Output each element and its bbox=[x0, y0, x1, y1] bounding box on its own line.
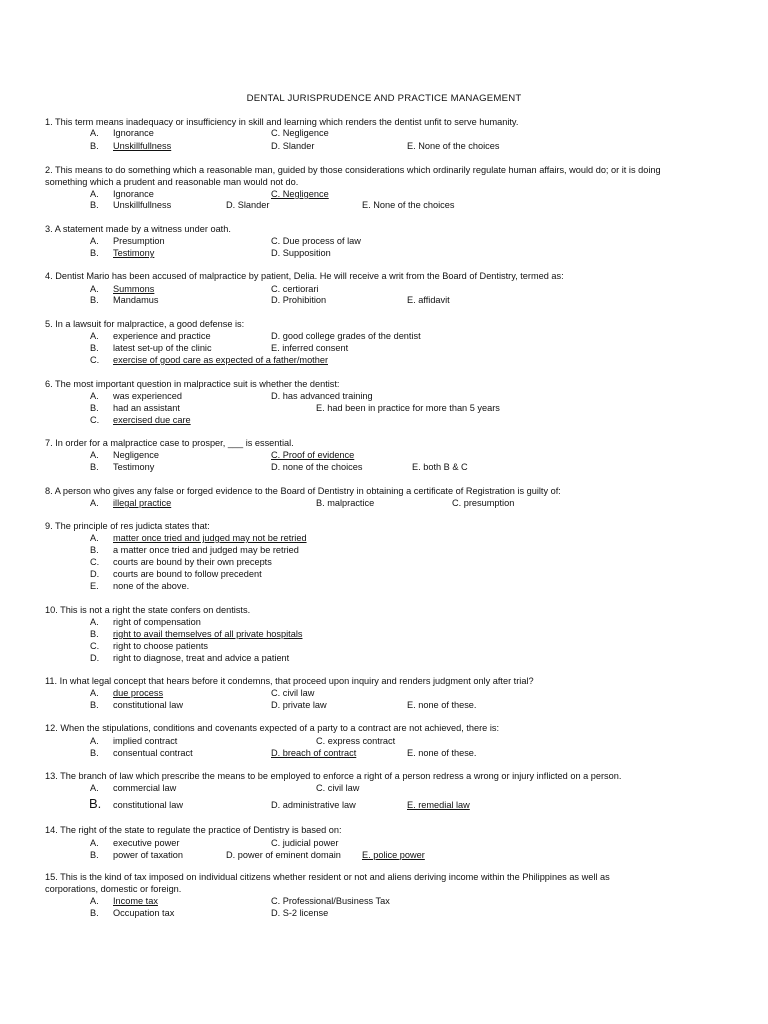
option-letter: B. bbox=[90, 629, 99, 639]
option-letter: A. bbox=[90, 617, 99, 627]
answer-option-underlined: exercise of good care as expected of a father/mother bbox=[113, 355, 329, 365]
answer-option: C. judicial power bbox=[271, 838, 339, 848]
option-letter: C. bbox=[90, 415, 100, 425]
question-stem: 13. The branch of law which prescribe the means to be employed to enforce a right of a person redress a wrong or injury inflicted on a person. bbox=[45, 771, 622, 781]
option-letter: A. bbox=[90, 391, 99, 401]
answer-option: implied contract bbox=[113, 736, 178, 746]
question-stem: 10. This is not a right the state confers on dentists. bbox=[45, 605, 251, 615]
answer-option: E. had been in practice for more than 5 years bbox=[316, 403, 500, 413]
answer-option: C. Due process of law bbox=[271, 236, 361, 246]
option-letter: A. bbox=[90, 736, 99, 746]
answer-option: C. Negligence bbox=[271, 128, 329, 138]
option-letter: A. bbox=[90, 498, 99, 508]
question-stem: 9. The principle of res judicta states that: bbox=[45, 521, 210, 531]
option-letter: A. bbox=[90, 896, 99, 906]
answer-option: Occupation tax bbox=[113, 908, 175, 918]
option-letter: B. bbox=[90, 850, 99, 860]
answer-option: D. S-2 license bbox=[271, 908, 329, 918]
option-letter: A. bbox=[90, 189, 99, 199]
answer-option: power of taxation bbox=[113, 850, 183, 860]
question-stem: corporations, domestic or foreign. bbox=[45, 884, 182, 894]
answer-option-underlined: Summons bbox=[113, 284, 155, 294]
question-stem: 4. Dentist Mario has been accused of malpractice by patient, Delia. He will receive a writ from the Board of Dentistry, termed as: bbox=[45, 271, 564, 281]
answer-option: E. none of these. bbox=[407, 700, 477, 710]
option-letter: B. bbox=[90, 403, 99, 413]
option-letter: B. bbox=[90, 545, 99, 555]
option-letter: A. bbox=[90, 838, 99, 848]
option-letter: B. bbox=[90, 700, 99, 710]
option-letter: A. bbox=[90, 128, 99, 138]
answer-option-underlined: illegal practice bbox=[113, 498, 172, 508]
answer-option: D. Prohibition bbox=[271, 295, 327, 305]
option-letter: B. bbox=[89, 796, 102, 811]
answer-option: D. has advanced training bbox=[271, 391, 373, 401]
option-letter: C. bbox=[90, 557, 100, 567]
answer-option: D. power of eminent domain bbox=[226, 850, 341, 860]
answer-option: Testimony bbox=[113, 462, 155, 472]
answer-option-underlined: E. police power bbox=[362, 850, 425, 860]
question-stem: 12. When the stipulations, conditions and covenants expected of a party to a contract are not achieved, there is: bbox=[45, 723, 500, 733]
answer-option: Presumption bbox=[113, 236, 165, 246]
option-letter: A. bbox=[90, 331, 99, 341]
answer-option: was experienced bbox=[113, 391, 182, 401]
question-stem: something which a prudent and reasonable man would not do. bbox=[45, 177, 299, 187]
answer-option-underlined: C. Negligence bbox=[271, 189, 329, 199]
option-letter: E. bbox=[90, 581, 99, 591]
answer-option: C. Professional/Business Tax bbox=[271, 896, 390, 906]
option-letter: B. bbox=[90, 462, 99, 472]
answer-option-underlined: D. breach of contract bbox=[271, 748, 357, 758]
answer-option: D. Supposition bbox=[271, 248, 331, 258]
option-letter: A. bbox=[90, 284, 99, 294]
question-stem: 14. The right of the state to regulate the practice of Dentistry is based on: bbox=[45, 825, 342, 835]
option-letter: D. bbox=[90, 653, 100, 663]
answer-option: D. none of the choices bbox=[271, 462, 363, 472]
answer-option-underlined: E. remedial law bbox=[407, 800, 470, 810]
answer-option-underlined: due process bbox=[113, 688, 164, 698]
answer-option: Negligence bbox=[113, 450, 159, 460]
page-title: DENTAL JURISPRUDENCE AND PRACTICE MANAGEMENT bbox=[246, 93, 522, 104]
answer-option: E. None of the choices bbox=[362, 200, 455, 210]
answer-option: right to diagnose, treat and advice a patient bbox=[113, 653, 290, 663]
answer-option: Mandamus bbox=[113, 295, 159, 305]
answer-option: latest set-up of the clinic bbox=[113, 343, 212, 353]
question-stem: 6. The most important question in malpractice suit is whether the dentist: bbox=[45, 379, 340, 389]
answer-option-underlined: C. Proof of evidence bbox=[271, 450, 355, 460]
answer-option: Ignorance bbox=[113, 128, 154, 138]
answer-option-underlined: exercised due care bbox=[113, 415, 191, 425]
answer-option-underlined: Testimony bbox=[113, 248, 155, 258]
answer-option: right of compensation bbox=[113, 617, 201, 627]
answer-option: D. administrative law bbox=[271, 800, 356, 810]
option-letter: C. bbox=[90, 641, 100, 651]
answer-option: C. civil law bbox=[316, 783, 360, 793]
answer-option: C. certiorari bbox=[271, 284, 319, 294]
answer-option: constitutional law bbox=[113, 800, 183, 810]
option-letter: B. bbox=[90, 748, 99, 758]
option-letter: B. bbox=[90, 295, 99, 305]
option-letter: A. bbox=[90, 783, 99, 793]
option-letter: A. bbox=[90, 688, 99, 698]
option-letter: B. bbox=[90, 908, 99, 918]
option-letter: C. bbox=[90, 355, 100, 365]
answer-option: right to choose patients bbox=[113, 641, 208, 651]
answer-option: a matter once tried and judged may be retried bbox=[113, 545, 299, 555]
answer-option: E. inferred consent bbox=[271, 343, 349, 353]
answer-option: C. presumption bbox=[452, 498, 515, 508]
answer-option: D. good college grades of the dentist bbox=[271, 331, 421, 341]
answer-option: constitutional law bbox=[113, 700, 183, 710]
answer-option-underlined: right to avail themselves of all private hospitals bbox=[113, 629, 303, 639]
question-stem: 2. This means to do something which a reasonable man, guided by those considerations which ordinarily regulate human affairs, would do; or it is doing bbox=[45, 165, 661, 175]
answer-option-underlined: Income tax bbox=[113, 896, 158, 906]
question-stem: 1. This term means inadequacy or insufficiency in skill and learning which renders the dentist unfit to serve humanity. bbox=[45, 117, 519, 127]
option-letter: A. bbox=[90, 236, 99, 246]
answer-option: none of the above. bbox=[113, 581, 190, 591]
question-stem: 3. A statement made by a witness under oath. bbox=[45, 224, 231, 234]
answer-option: E. both B & C bbox=[412, 462, 468, 472]
option-letter: D. bbox=[90, 569, 100, 579]
answer-option: had an assistant bbox=[113, 403, 180, 413]
answer-option: courts are bound by their own precepts bbox=[113, 557, 272, 567]
answer-option: E. none of these. bbox=[407, 748, 477, 758]
option-letter: B. bbox=[90, 141, 99, 151]
option-letter: B. bbox=[90, 248, 99, 258]
question-stem: 15. This is the kind of tax imposed on individual citizens whether resident or not and aliens deriving income within the Philippines as well as bbox=[45, 872, 610, 882]
answer-option: E. affidavit bbox=[407, 295, 450, 305]
answer-option: experience and practice bbox=[113, 331, 211, 341]
answer-option: commercial law bbox=[113, 783, 177, 793]
answer-option: Ignorance bbox=[113, 189, 154, 199]
option-letter: B. bbox=[90, 200, 99, 210]
answer-option-underlined: Unskillfullness bbox=[113, 141, 172, 151]
option-letter: B. bbox=[90, 343, 99, 353]
answer-option: consentual contract bbox=[113, 748, 193, 758]
question-stem: 5. In a lawsuit for malpractice, a good defense is: bbox=[45, 319, 245, 329]
answer-option: D. Slander bbox=[226, 200, 270, 210]
answer-option: B. malpractice bbox=[316, 498, 375, 508]
answer-option: D. Slander bbox=[271, 141, 315, 151]
answer-option: E. None of the choices bbox=[407, 141, 500, 151]
answer-option: courts are bound to follow precedent bbox=[113, 569, 262, 579]
question-stem: 11. In what legal concept that hears before it condemns, that proceed upon inquiry and renders judgment only after trial? bbox=[45, 676, 534, 686]
answer-option-underlined: matter once tried and judged may not be retried bbox=[113, 533, 307, 543]
option-letter: A. bbox=[90, 450, 99, 460]
question-stem: 7. In order for a malpractice case to prosper, ___ is essential. bbox=[45, 438, 294, 448]
answer-option: C. civil law bbox=[271, 688, 315, 698]
question-stem: 8. A person who gives any false or forged evidence to the Board of Dentistry in obtaining a certificate of Registration is guilty of: bbox=[45, 486, 561, 496]
answer-option: C. express contract bbox=[316, 736, 396, 746]
answer-option: Unskillfullness bbox=[113, 200, 172, 210]
answer-option: D. private law bbox=[271, 700, 327, 710]
option-letter: A. bbox=[90, 533, 99, 543]
answer-option: executive power bbox=[113, 838, 180, 848]
